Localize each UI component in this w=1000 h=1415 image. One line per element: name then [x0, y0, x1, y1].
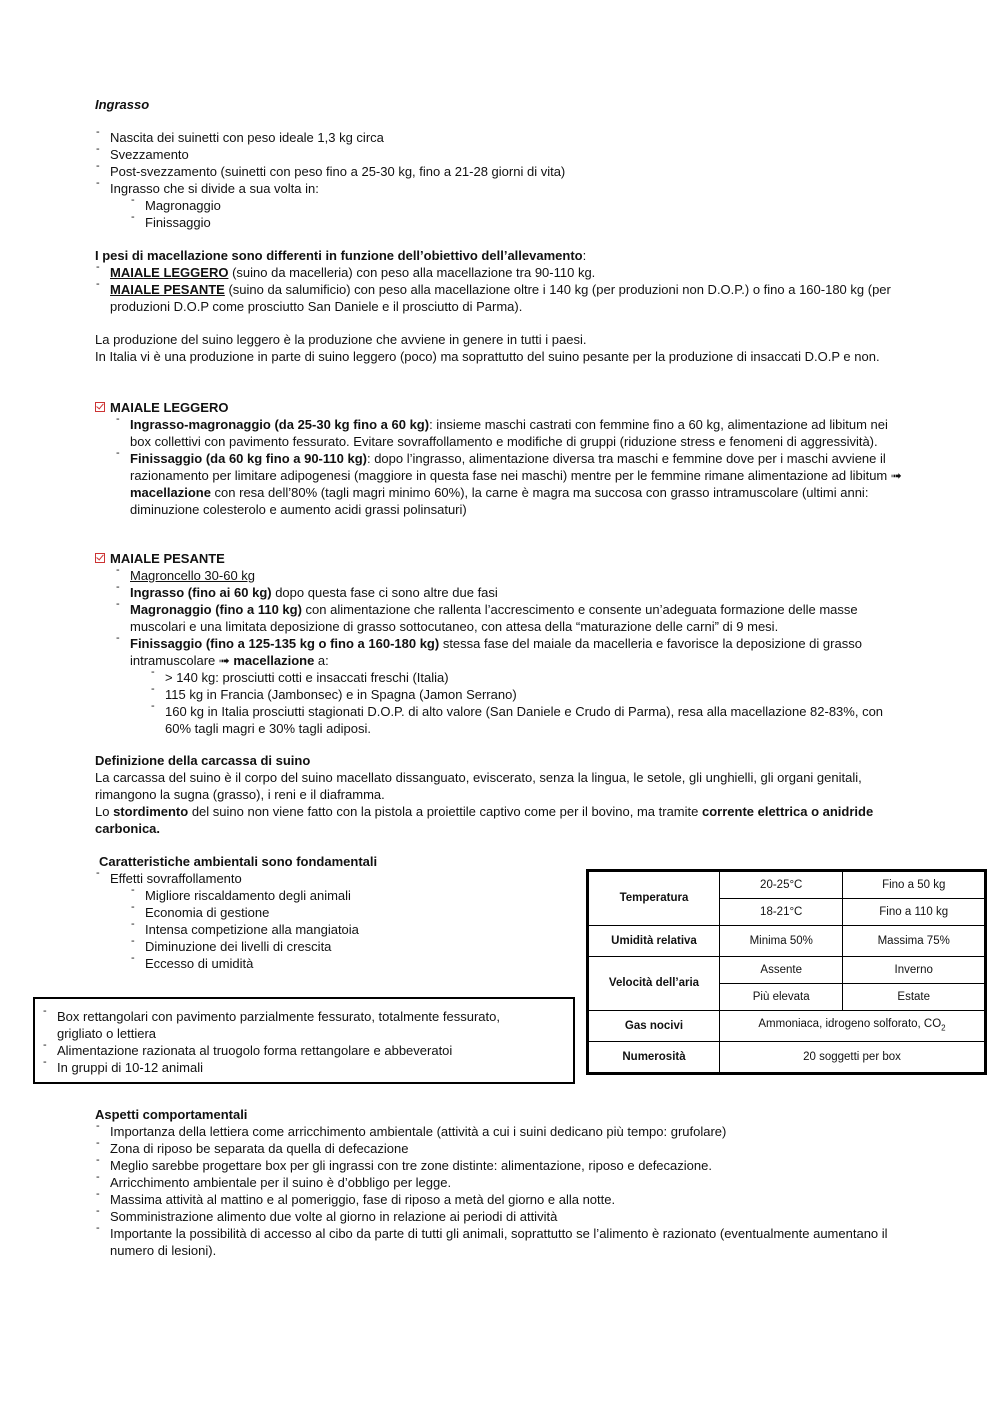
table-cell: Fino a 110 kg — [843, 899, 986, 926]
table-cell: Minima 50% — [720, 926, 843, 957]
list-item-text: Ingrasso che si divide a sua volta in: — [110, 181, 319, 196]
ambiente-list — [95, 870, 575, 972]
comportamento-list — [95, 1123, 895, 1259]
table-row — [588, 871, 986, 899]
list-item: - Importanza della lettiera come arricchimento ambientale (attività a cui i suini dedicano più tempo: grufolare) — [95, 1123, 895, 1140]
item-text: : insieme maschi castrati con femmine fino a 60 kg, alimentazione ad libitum nei box collettivi con pavimento fessurato. Evitare sovraffollamento e modifiche di gruppi (riduzione stress e fenomeni di aggressività). — [130, 417, 888, 449]
pesi-list — [95, 264, 905, 315]
table-cell: Fino a 50 kg — [843, 871, 986, 899]
ingrasso-section — [95, 96, 915, 231]
section-title-text: MAIALE PESANTE — [110, 551, 225, 566]
ingrasso-title: Ingrasso — [95, 97, 150, 112]
list-item: - In gruppi di 10-12 animali — [42, 1059, 547, 1076]
paragraph: La produzione del suino leggero è la produzione che avviene in genere in tutti i paesi. — [95, 332, 587, 347]
gas-text: Ammoniaca, idrogeno solforato, CO — [758, 1017, 942, 1030]
table-header-cell: Gas nocivi — [588, 1011, 720, 1042]
list-item: - Box rettangolari con pavimento parzialmente fessurato, totalmente fessurato, grigliato o lettiera — [42, 1008, 547, 1042]
checkbox-icon — [95, 402, 105, 412]
leggero-list — [115, 416, 905, 518]
item-bold: Ingrasso-magronaggio (da 25-30 kg fino a 60 kg) — [130, 417, 430, 432]
maiale-pesante-section — [95, 550, 905, 737]
list-item — [115, 601, 905, 635]
list-item — [95, 180, 915, 231]
list-item — [115, 567, 905, 584]
gas-subscript: 2 — [941, 1023, 946, 1033]
comportamento-section — [95, 1106, 895, 1259]
section-title: Caratteristiche ambientali sono fondamentali — [99, 854, 378, 869]
list-item — [95, 264, 905, 281]
item-text: stessa fase del maiale da macelleria e favorisce la deposizione di grasso intramuscolare ➟ — [130, 636, 862, 668]
section-title-text: MAIALE LEGGERO — [110, 400, 229, 415]
table-cell: Assente — [720, 957, 843, 984]
list-item: - Svezzamento — [95, 146, 915, 163]
list-item — [115, 450, 905, 518]
item-bold: Finissaggio (da 60 kg fino a 90-110 kg) — [130, 451, 367, 466]
table-cell — [720, 1011, 986, 1042]
pesi-heading-text: I pesi di macellazione sono differenti in funzione dell’obiettivo dell’allevamento — [95, 248, 583, 263]
box-list — [42, 1008, 547, 1076]
list-item: - Zona di riposo be separata da quella di defecazione — [95, 1140, 895, 1157]
maiale-pesante-text: (suino da salumificio) con peso alla macellazione oltre i 140 kg (per produzioni non D.O.P.) o fino a 160-180 kg (per produzioni D.O.P come prosciutto San Daniele e il prosciutto di Parma). — [110, 282, 891, 314]
list-item: - 115 kg in Francia (Jambonsec) e in Spagna (Jamon Serrano) — [150, 686, 905, 703]
box-callout — [33, 997, 575, 1084]
table-header-cell: Velocità dell’aria — [588, 957, 720, 1011]
paragraph: In Italia vi è una produzione in parte di suino leggero (poco) ma soprattutto del suino pesante per la produzione di insaccati D.O.P e non. — [95, 349, 880, 364]
list-item: - > 140 kg: prosciutti cotti e insaccati freschi (Italia) — [150, 669, 905, 686]
list-item: - Post-svezzamento (suinetti con peso fino a 25-30 kg, fino a 21-28 giorni di vita) — [95, 163, 915, 180]
table-cell: Estate — [843, 984, 986, 1011]
item-bold: macellazione — [233, 653, 315, 668]
pesi-heading-colon: : — [582, 248, 587, 263]
table-header-cell: Numerosità — [588, 1042, 720, 1074]
table-cell: 20-25°C — [720, 871, 843, 899]
pesante-list — [115, 567, 905, 737]
list-item — [115, 635, 905, 737]
maiale-leggero-text: (suino da macelleria) con peso alla macellazione tra 90-110 kg. — [228, 265, 596, 280]
text: Lo — [95, 804, 114, 819]
table-cell: Più elevata — [720, 984, 843, 1011]
table-row — [588, 926, 986, 957]
item-bold: Magronaggio (fino a 110 kg) — [130, 602, 302, 617]
list-item: - Meglio sarebbe progettare box per gli ingrassi con tre zone distinte: alimentazione, riposo e defecazione. — [95, 1157, 895, 1174]
table-cell: 18-21°C — [720, 899, 843, 926]
item-text: con resa dell’80% (tagli magri minimo 60%), la carne è magra ma succosa con grasso intramuscolare (ultimi anni: diminuzione colesterolo e aumento acidi grassi polinsaturi) — [130, 485, 869, 517]
list-item: - Somministrazione alimento due volte al giorno in relazione ai periodi di attività — [95, 1208, 895, 1225]
item-text: con alimentazione che rallenta l’accrescimento e consente un’adeguata formazione delle masse muscolari e una limitata deposizione di grasso sottocutaneo, con attesa della “maturazione delle carni” di 9 mesi. — [130, 602, 858, 634]
maiale-leggero-label: MAIALE LEGGERO — [110, 265, 229, 280]
list-item — [95, 281, 905, 315]
list-item: - Arricchimento ambientale per il suino è d’obbligo per legge. — [95, 1174, 895, 1191]
list-item: - Diminuzione dei livelli di crescita — [130, 938, 575, 955]
ingrasso-sublist — [130, 197, 915, 231]
list-item — [115, 584, 905, 601]
list-item: - Finissaggio — [130, 214, 915, 231]
section-title — [95, 550, 905, 567]
section-title: Definizione della carcassa di suino — [95, 753, 311, 768]
item-bold: macellazione — [130, 485, 211, 500]
ambiente-sublist — [130, 887, 575, 972]
table-row — [588, 1011, 986, 1042]
list-item: - Economia di gestione — [130, 904, 575, 921]
pesante-sublist — [150, 669, 905, 737]
list-item: - Migliore riscaldamento degli animali — [130, 887, 575, 904]
section-title — [95, 399, 905, 416]
text-bold: stordimento — [113, 804, 189, 819]
item-bold: Ingrasso (fino ai 60 kg) — [130, 585, 272, 600]
text-bold: corrente elettrica o anidride carbonica. — [95, 804, 874, 836]
table-row — [588, 957, 986, 984]
list-item: - Magronaggio — [130, 197, 915, 214]
list-item: - Alimentazione razionata al truogolo forma rettangolare e abbeveratoi — [42, 1042, 547, 1059]
section-title: Aspetti comportamentali — [95, 1107, 248, 1122]
table-header-cell: Umidità relativa — [588, 926, 720, 957]
list-item: - Importante la possibilità di accesso al cibo da parte di tutti gli animali, soprattutto se l’alimento è razionato (eventualmente aumentano il numero di lesioni). — [95, 1225, 895, 1259]
list-item — [95, 870, 575, 972]
maiale-pesante-label: MAIALE PESANTE — [110, 282, 225, 297]
list-item: - Nascita dei suinetti con peso ideale 1,3 kg circa — [95, 129, 915, 146]
ingrasso-list — [95, 129, 915, 231]
item-text: : dopo l’ingrasso, alimentazione diversa tra maschi e femmine dove per i maschi avviene il razionamento per limitare adipogenesi (maggiore in questa fase nei maschi) mentre per le femmine rimane alimentazione ad libitum ➟ — [130, 451, 902, 483]
item-bold: Finissaggio (fino a 125-135 kg o fino a 160-180 kg) — [130, 636, 440, 651]
table-cell: Massima 75% — [843, 926, 986, 957]
list-item: - Intensa competizione alla mangiatoia — [130, 921, 575, 938]
ambiente-section — [95, 853, 575, 972]
item-text: a: — [314, 653, 329, 668]
checkbox-icon — [95, 553, 105, 563]
paragraph — [95, 803, 905, 837]
list-item: - Massima attività al mattino e al pomeriggio, fase di riposo a metà del giorno e alla notte. — [95, 1191, 895, 1208]
item-text: dopo questa fase ci sono altre due fasi — [271, 585, 498, 600]
table-cell: Inverno — [843, 957, 986, 984]
table-header-cell: Temperatura — [588, 871, 720, 926]
list-item: - 160 kg in Italia prosciutti stagionati D.O.P. di alto valore (San Daniele e Crudo di Parma), resa alla macellazione 82-83%, con 60% tagli magri e 30% tagli adiposi. — [150, 703, 905, 737]
table-cell: 20 soggetti per box — [720, 1042, 986, 1074]
text: del suino non viene fatto con la pistola a proiettile captivo come per il bovino, ma tramite — [188, 804, 702, 819]
produzione-section — [95, 331, 895, 365]
item-text: Magroncello 30-60 kg — [130, 568, 256, 583]
list-item — [115, 416, 905, 450]
item-text: Effetti sovraffollamento — [110, 871, 242, 886]
pesi-section — [95, 247, 905, 315]
pesi-heading — [95, 247, 905, 264]
environment-table — [586, 869, 987, 1075]
list-item: - Eccesso di umidità — [130, 955, 575, 972]
carcassa-section — [95, 752, 905, 837]
maiale-leggero-section — [95, 399, 905, 518]
paragraph: La carcassa del suino è il corpo del suino macellato dissanguato, eviscerato, senza la lingua, le setole, gli unghielli, gli organi genitali, rimangono la sugna (grasso), i reni e il diaframma. — [95, 770, 862, 802]
table-row — [588, 1042, 986, 1074]
